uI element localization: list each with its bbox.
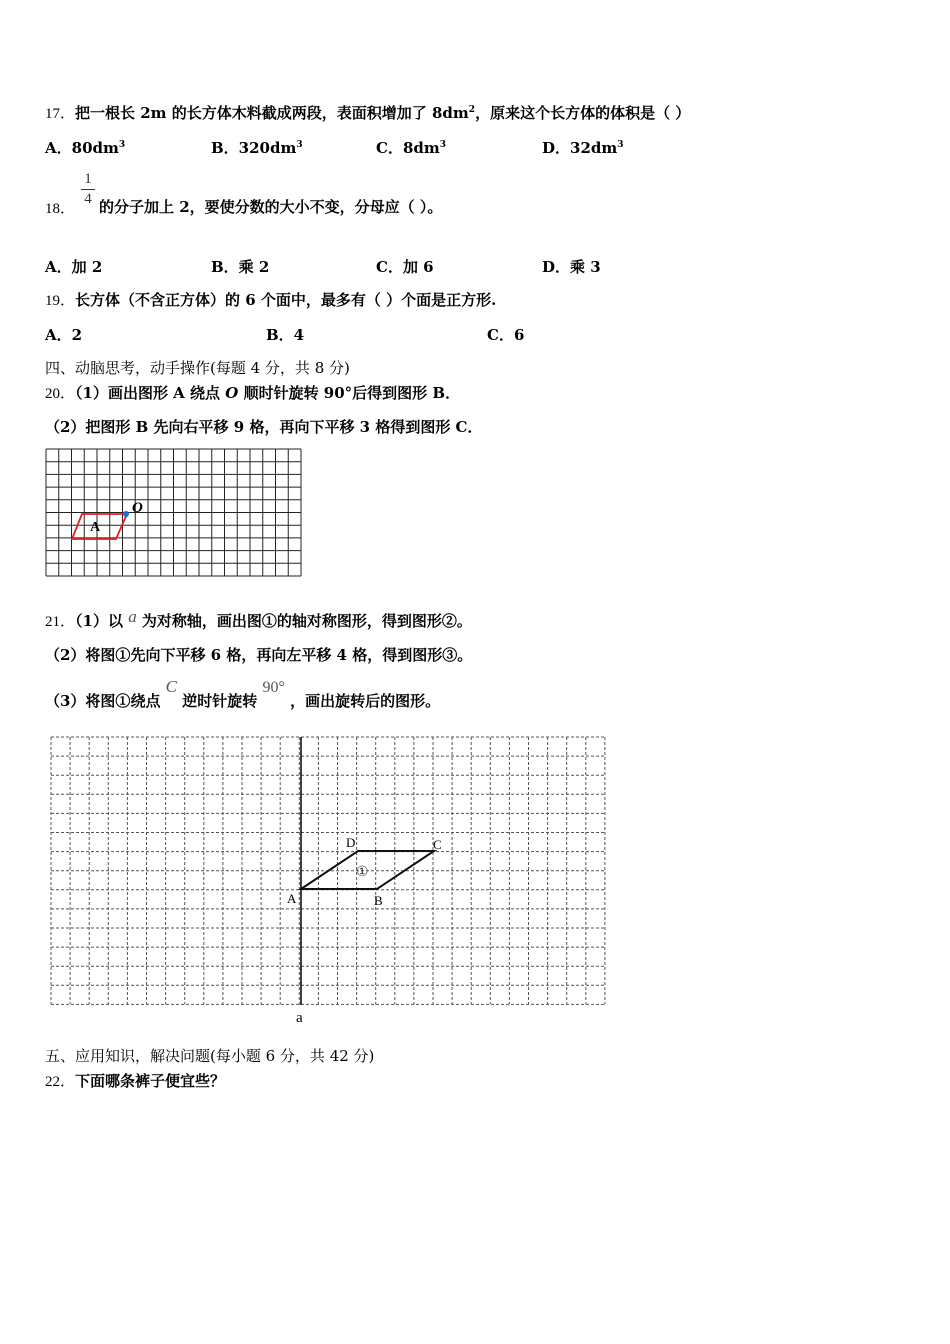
q21-point-c: C	[165, 677, 178, 696]
q18-option-d[interactable]: D．乘 3	[542, 258, 601, 276]
axis-a-label: a	[296, 1010, 303, 1026]
q17-stem	[45, 102, 690, 123]
vertex-d-label: D	[346, 835, 356, 850]
vertex-b-label: B	[374, 893, 383, 908]
q20-part1: 20．（1）画出图形 A 绕点 O 顺时针旋转 90°后得到图形 B．	[45, 384, 461, 402]
q20-grid-figure	[44, 447, 306, 581]
q19-number: 19．	[45, 293, 76, 309]
q20-part2: （2）把图形 B 先向右平移 9 格，再向下平移 3 格得到图形 C．	[45, 418, 483, 436]
q21-part1: 21．（1）以 a 为对称轴，画出图①的轴对称图形，得到图形②。	[45, 607, 472, 630]
q17-option-b[interactable]: B．$320dm^3$	[211, 139, 303, 157]
q19-text: 长方体（不含正方体）的 6 个面中，最多有（ ）个面是正方形.	[75, 291, 497, 309]
q21-number: 21．	[45, 614, 76, 630]
q21-part3: （3）将图①绕点 C 逆时针旋转 90° ，画出旋转后的图形。	[45, 677, 441, 710]
q21-degree: 90°	[262, 679, 285, 696]
q18-text: 的分子加上 2，要使分数的大小不变，分母应（ ）。	[99, 198, 443, 216]
q19-option-a[interactable]: A．2	[45, 326, 83, 344]
q17-text: 把一根长 2m 的长方体木料截成两段，表面积增加了 $8dm^2$，原来这个长方体的体积是（ ）	[75, 104, 691, 122]
q18-option-c[interactable]: C．加 6	[376, 258, 434, 276]
q21-grid-figure	[44, 733, 614, 1029]
q18-fraction-bar	[81, 189, 95, 190]
q17-option-d[interactable]: D．$32dm^3$	[542, 139, 624, 157]
vertex-a-label: A	[287, 891, 297, 906]
section-4-heading: 四、动脑思考，动手操作(每题 4 分，共 8 分)	[45, 359, 350, 377]
q18-fraction-numerator: 1	[84, 171, 92, 187]
q19-stem	[45, 289, 496, 310]
q19-option-b[interactable]: B．4	[266, 326, 305, 344]
q18-option-b[interactable]: B．乘 2	[211, 258, 270, 276]
q20-grid-lines	[46, 449, 301, 576]
vertex-c-label: C	[433, 837, 442, 852]
q18-fraction	[81, 171, 95, 208]
q22-text: 下面哪条裤子便宜些？	[75, 1072, 226, 1090]
q17-option-c[interactable]: C．$8dm^3$	[376, 139, 447, 157]
point-o-label: O	[132, 500, 143, 516]
q21-axis-var: a	[128, 607, 137, 626]
q22-stem	[45, 1070, 225, 1091]
q20-number: 20．	[45, 386, 76, 402]
point-o-marker	[123, 511, 129, 517]
q19-option-c[interactable]: C．6	[487, 326, 525, 344]
q17-number: 17．	[45, 106, 76, 122]
q18-fraction-denominator: 4	[84, 191, 92, 207]
q18-number: 18．	[45, 201, 76, 217]
q17-option-a[interactable]: A．$80dm^3$	[45, 139, 126, 157]
section-5-heading: 五、应用知识，解决问题(每小题 6 分，共 42 分)	[45, 1047, 375, 1065]
shape-a-label: A	[90, 520, 101, 535]
q21-part2: （2）将图①先向下平移 6 格，再向左平移 4 格，得到图形③。	[45, 646, 473, 664]
q22-number: 22．	[45, 1074, 76, 1090]
figure-1-label: ①	[356, 865, 369, 880]
q18-option-a[interactable]: A．加 2	[45, 258, 103, 276]
